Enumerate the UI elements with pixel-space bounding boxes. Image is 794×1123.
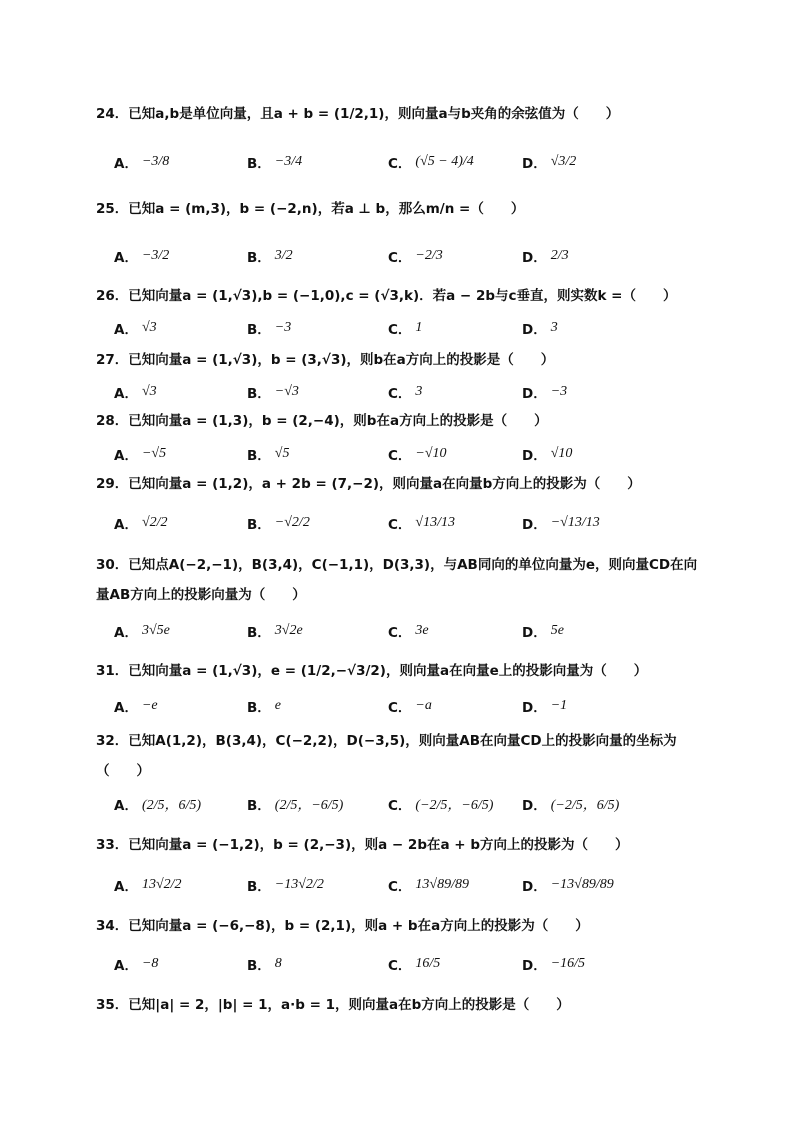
option-d bbox=[522, 944, 585, 984]
option-value: −8 bbox=[141, 956, 159, 971]
option-a bbox=[114, 784, 201, 824]
option-label: D． bbox=[522, 625, 547, 641]
option-d bbox=[522, 865, 614, 905]
option-label: B． bbox=[247, 250, 271, 266]
option-value: (√5 − 4)/4 bbox=[415, 154, 474, 169]
option-value: 8 bbox=[274, 956, 282, 971]
options-32 bbox=[114, 784, 714, 824]
option-label: C． bbox=[388, 386, 412, 402]
option-d bbox=[522, 236, 569, 276]
question-26: 26．已知向量a = (1,√3),b = (−1,0),c = (√3,k)．若a − 2b与c垂直，则实数k =（ ） bbox=[96, 288, 677, 304]
option-label: A． bbox=[114, 448, 138, 464]
option-c bbox=[388, 611, 429, 651]
option-label: B． bbox=[247, 879, 271, 895]
option-value: −3/8 bbox=[141, 154, 170, 169]
options-31 bbox=[114, 686, 714, 726]
option-b bbox=[247, 434, 289, 474]
option-label: C． bbox=[388, 156, 412, 172]
option-label: B． bbox=[247, 386, 271, 402]
option-value: √3 bbox=[141, 320, 157, 335]
option-c bbox=[388, 865, 469, 905]
option-label: B． bbox=[247, 958, 271, 974]
option-value: −1 bbox=[550, 698, 568, 713]
option-value: (−2/5，6/5) bbox=[550, 798, 620, 813]
option-label: A． bbox=[114, 517, 138, 533]
option-c bbox=[388, 686, 432, 726]
option-value: −3 bbox=[274, 320, 292, 335]
question-27: 27．已知向量a = (1,√3)，b = (3,√3)，则b在a方向上的投影是（ ） bbox=[96, 352, 555, 368]
options-29 bbox=[114, 503, 714, 543]
option-c bbox=[388, 784, 493, 824]
option-label: C． bbox=[388, 448, 412, 464]
option-a bbox=[114, 865, 182, 905]
question-28: 28．已知向量a = (1,3)，b = (2,−4)，则b在a方向上的投影是（ ） bbox=[96, 413, 548, 429]
option-b bbox=[247, 142, 302, 182]
option-value: 3 bbox=[415, 384, 423, 399]
option-c bbox=[388, 236, 443, 276]
option-label: B． bbox=[247, 625, 271, 641]
option-d bbox=[522, 784, 619, 824]
option-value: −16/5 bbox=[550, 956, 586, 971]
option-d bbox=[522, 611, 564, 651]
option-d bbox=[522, 503, 600, 543]
option-label: A． bbox=[114, 250, 138, 266]
options-33 bbox=[114, 865, 714, 905]
option-value: −√2/2 bbox=[274, 515, 310, 530]
option-value: 3e bbox=[415, 623, 429, 638]
option-value: 3 bbox=[550, 320, 558, 335]
option-a bbox=[114, 686, 158, 726]
option-a bbox=[114, 142, 169, 182]
option-value: 2/3 bbox=[550, 248, 569, 263]
option-d bbox=[522, 686, 567, 726]
option-b bbox=[247, 308, 291, 348]
option-label: C． bbox=[388, 798, 412, 814]
option-c bbox=[388, 503, 455, 543]
option-value: 13√89/89 bbox=[415, 877, 469, 892]
question-32: 32．已知A(1,2)，B(3,4)，C(−2,2)，D(−3,5)，则向量AB在向量CD上的投影向量的坐标为（ ） bbox=[96, 733, 677, 779]
option-value: −3 bbox=[550, 384, 568, 399]
option-label: D． bbox=[522, 958, 547, 974]
option-value: −13√89/89 bbox=[550, 877, 614, 892]
option-d bbox=[522, 434, 572, 474]
option-label: D． bbox=[522, 448, 547, 464]
option-a bbox=[114, 944, 158, 984]
option-value: e bbox=[274, 698, 282, 713]
option-value: −√5 bbox=[141, 446, 167, 461]
option-label: A． bbox=[114, 322, 138, 338]
option-value: −√10 bbox=[415, 446, 447, 461]
option-label: D． bbox=[522, 386, 547, 402]
option-a bbox=[114, 236, 169, 276]
option-label: C． bbox=[388, 958, 412, 974]
option-value: (2/5，−6/5) bbox=[274, 798, 344, 813]
option-label: A． bbox=[114, 156, 138, 172]
option-label: D． bbox=[522, 322, 547, 338]
option-value: 1 bbox=[415, 320, 423, 335]
question-30: 30．已知点A(−2,−1)，B(3,4)，C(−1,1)，D(3,3)，与AB同向的单位向量为e，则向量CD在向量AB方向上的投影向量为（ ） bbox=[96, 557, 698, 603]
option-a bbox=[114, 611, 170, 651]
question-34: 34．已知向量a = (−6,−8)，b = (2,1)，则a + b在a方向上的投影为（ ） bbox=[96, 918, 589, 934]
option-label: B． bbox=[247, 798, 271, 814]
option-value: 16/5 bbox=[415, 956, 441, 971]
option-label: D． bbox=[522, 250, 547, 266]
question-29: 29．已知向量a = (1,2)，a + 2b = (7,−2)，则向量a在向量b方向上的投影为（ ） bbox=[96, 476, 641, 492]
option-d bbox=[522, 142, 576, 182]
option-label: A． bbox=[114, 958, 138, 974]
option-label: D． bbox=[522, 517, 547, 533]
option-value: √3/2 bbox=[550, 154, 577, 169]
option-b bbox=[247, 865, 324, 905]
option-value: √2/2 bbox=[141, 515, 168, 530]
option-b bbox=[247, 611, 303, 651]
option-b bbox=[247, 236, 293, 276]
option-label: A． bbox=[114, 700, 138, 716]
option-value: −a bbox=[415, 698, 432, 713]
option-label: C． bbox=[388, 700, 412, 716]
question-35: 35．已知|a| = 2，|b| = 1，a·b = 1，则向量a在b方向上的投影是（ ） bbox=[96, 997, 570, 1013]
option-label: D． bbox=[522, 156, 547, 172]
option-a bbox=[114, 434, 166, 474]
option-label: C． bbox=[388, 322, 412, 338]
option-label: D． bbox=[522, 700, 547, 716]
option-label: B． bbox=[247, 517, 271, 533]
option-value: 13√2/2 bbox=[141, 877, 182, 892]
option-a bbox=[114, 503, 168, 543]
option-a bbox=[114, 308, 157, 348]
option-b bbox=[247, 784, 343, 824]
option-value: √3 bbox=[141, 384, 157, 399]
option-label: B． bbox=[247, 322, 271, 338]
option-value: √10 bbox=[550, 446, 573, 461]
option-label: B． bbox=[247, 156, 271, 172]
option-value: −13√2/2 bbox=[274, 877, 324, 892]
option-value: 3√2e bbox=[274, 623, 303, 638]
option-label: A． bbox=[114, 625, 138, 641]
option-label: C． bbox=[388, 517, 412, 533]
option-value: −3/2 bbox=[141, 248, 170, 263]
options-25 bbox=[114, 236, 714, 276]
question-25: 25．已知a = (m,3)，b = (−2,n)，若a ⊥ b，那么m/n =（ ） bbox=[96, 201, 525, 217]
option-label: D． bbox=[522, 798, 547, 814]
option-label: B． bbox=[247, 700, 271, 716]
option-b bbox=[247, 686, 281, 726]
option-label: B． bbox=[247, 448, 271, 464]
question-31: 31．已知向量a = (1,√3)，e = (1/2,−√3/2)，则向量a在向量e上的投影向量为（ ） bbox=[96, 663, 648, 679]
option-value: −√13/13 bbox=[550, 515, 600, 530]
option-value: 3√5e bbox=[141, 623, 170, 638]
options-30 bbox=[114, 611, 714, 651]
option-b bbox=[247, 944, 282, 984]
option-value: 3/2 bbox=[274, 248, 293, 263]
options-28 bbox=[114, 434, 714, 474]
option-d bbox=[522, 308, 558, 348]
option-value: −2/3 bbox=[415, 248, 443, 263]
option-value: (−2/5，−6/5) bbox=[415, 798, 494, 813]
option-value: −e bbox=[141, 698, 158, 713]
options-34 bbox=[114, 944, 714, 984]
option-value: −√3 bbox=[274, 384, 299, 399]
option-label: C． bbox=[388, 250, 412, 266]
option-value: −3/4 bbox=[274, 154, 303, 169]
option-label: A． bbox=[114, 386, 138, 402]
option-c bbox=[388, 142, 474, 182]
option-c bbox=[388, 944, 440, 984]
option-label: C． bbox=[388, 625, 412, 641]
options-24 bbox=[114, 142, 714, 182]
option-label: A． bbox=[114, 879, 138, 895]
option-label: A． bbox=[114, 798, 138, 814]
option-label: D． bbox=[522, 879, 547, 895]
option-b bbox=[247, 503, 310, 543]
option-c bbox=[388, 308, 422, 348]
option-value: √13/13 bbox=[415, 515, 455, 530]
option-value: √5 bbox=[274, 446, 290, 461]
options-26 bbox=[114, 308, 714, 348]
option-value: (2/5，6/5) bbox=[141, 798, 202, 813]
option-c bbox=[388, 434, 447, 474]
question-24: 24．已知a,b是单位向量，且a + b = (1/2,1)，则向量a与b夹角的余弦值为（ ） bbox=[96, 106, 620, 122]
option-value: 5e bbox=[550, 623, 564, 638]
option-label: C． bbox=[388, 879, 412, 895]
question-33: 33．已知向量a = (−1,2)，b = (2,−3)，则a − 2b在a + b方向上的投影为（ ） bbox=[96, 837, 629, 853]
